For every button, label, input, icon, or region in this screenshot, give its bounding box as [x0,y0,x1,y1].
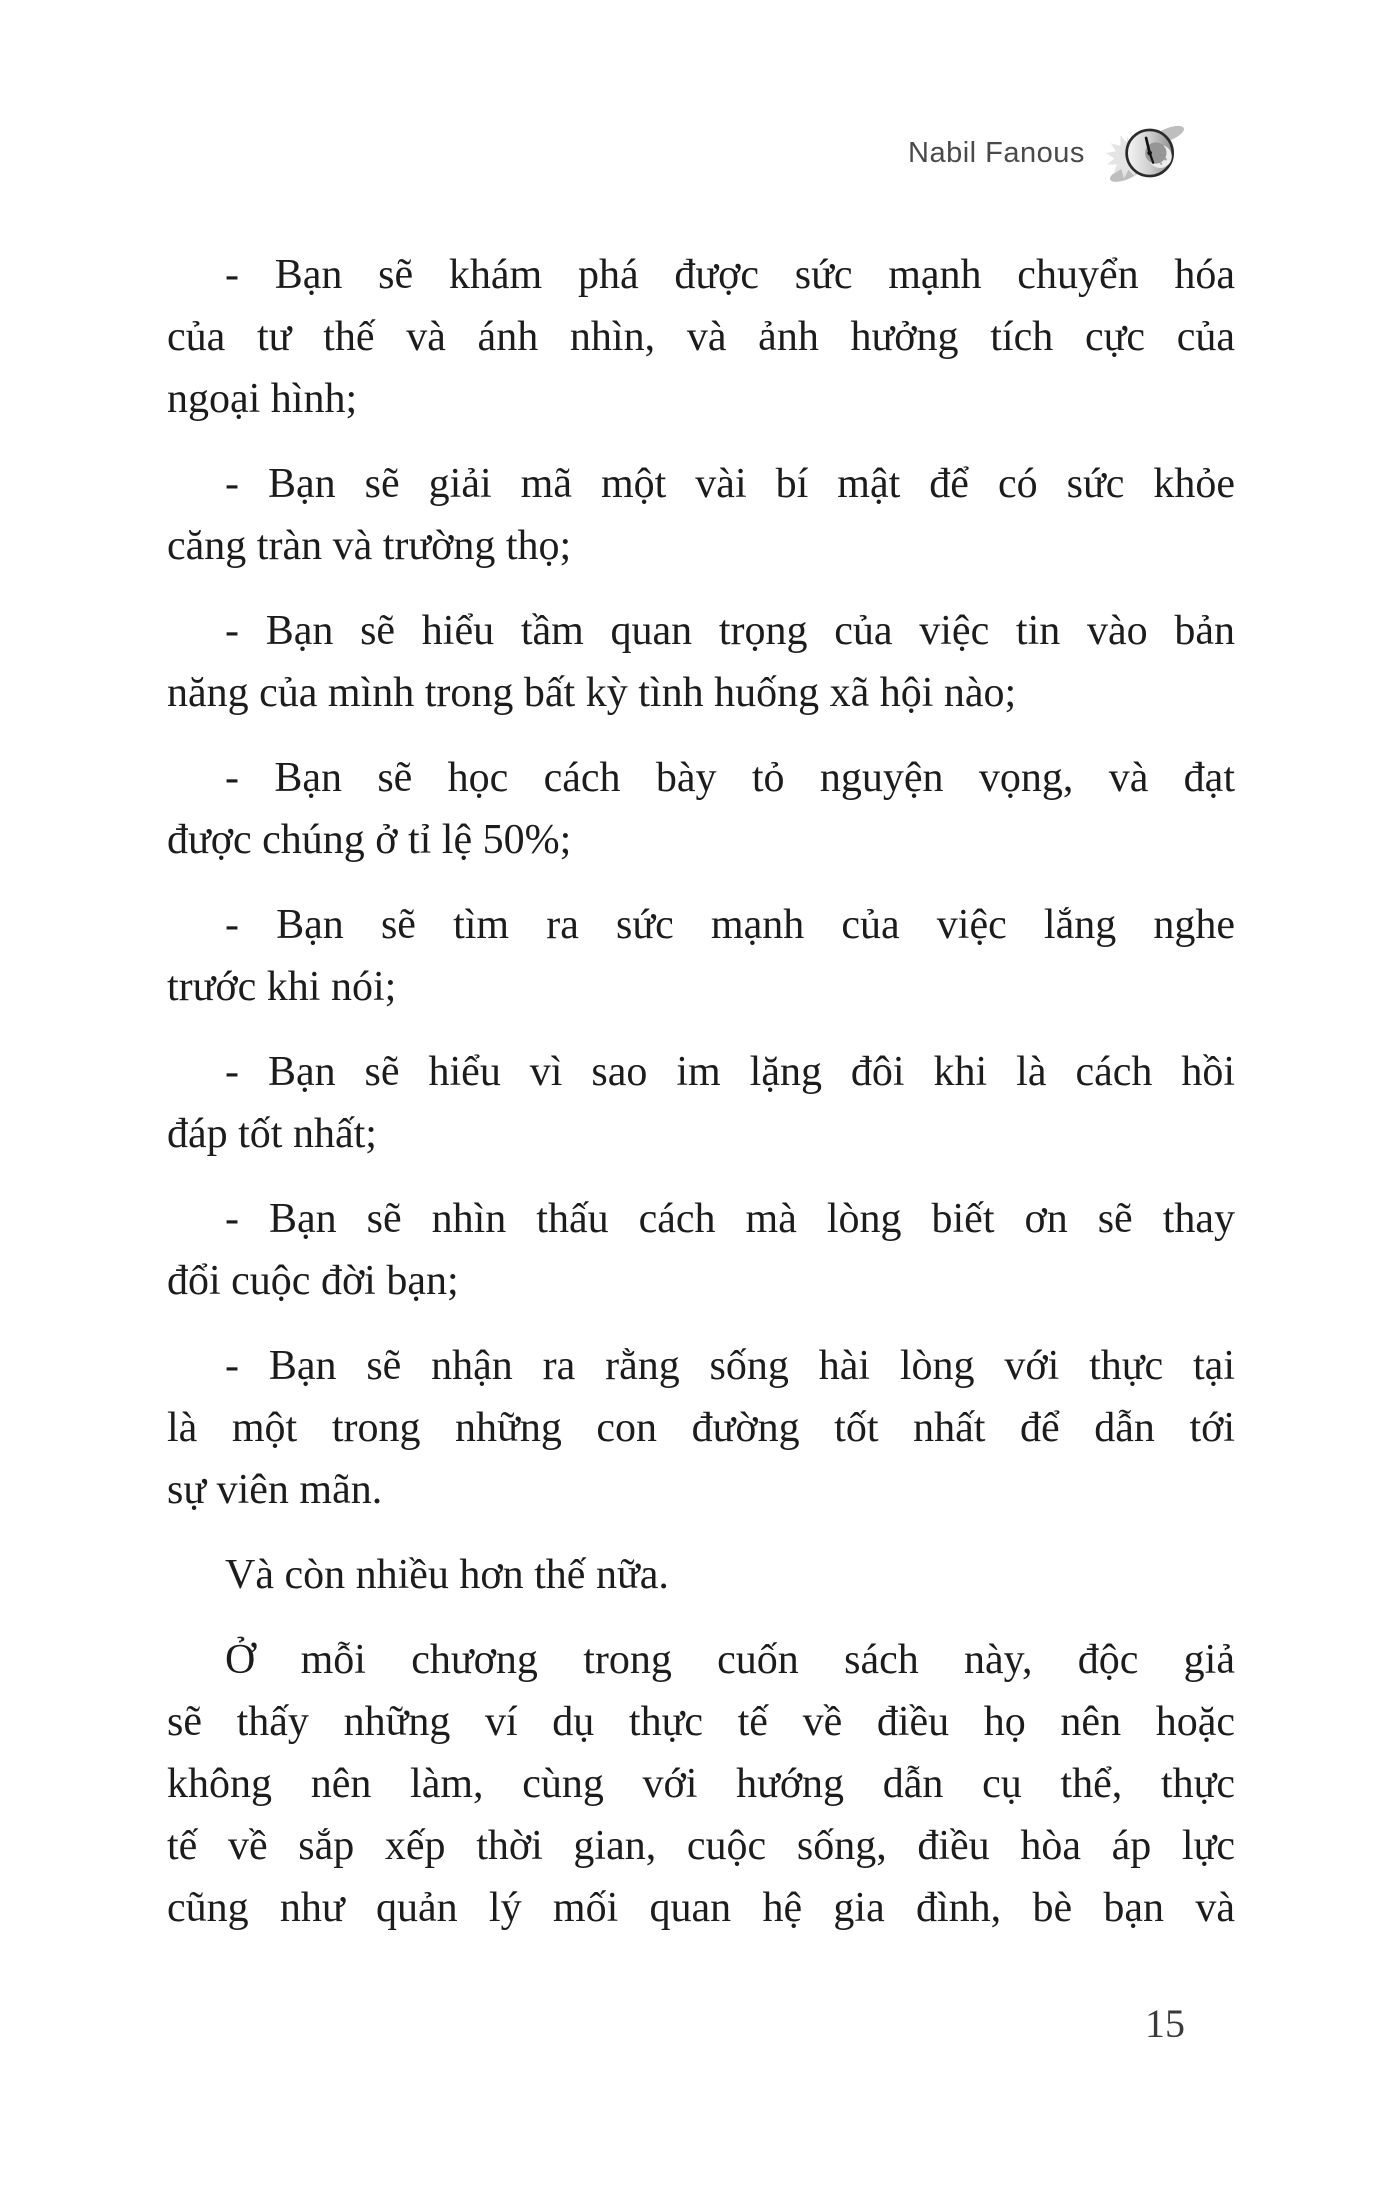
text-line: cũng như quản lý mối quan hệ gia đình, bè bạn và [167,1885,1235,1931]
text-line: - Bạn sẽ nhận ra rằng sống hài lòng với thực tại [225,1343,1235,1389]
bullet-paragraph [167,600,1235,724]
text-line: - Bạn sẽ hiểu tầm quan trọng của việc tin vào bản [225,608,1235,654]
sun-moon-clock-icon [1101,122,1193,184]
text-line: Ở mỗi chương trong cuốn sách này, độc giả [225,1637,1235,1683]
bullet-paragraph [167,894,1235,1018]
text-line: của tư thế và ánh nhìn, và ảnh hưởng tích cực của [167,314,1235,360]
text-line: căng tràn và trường thọ; [167,523,572,569]
body-text [167,244,1235,1939]
text-line: trước khi nói; [167,964,397,1010]
bullet-paragraph [167,747,1235,871]
bullet-paragraph [167,453,1235,577]
text-line: - Bạn sẽ tìm ra sức mạnh của việc lắng nghe [225,902,1235,948]
author-name: Nabil Fanous [908,136,1085,169]
text-line: - Bạn sẽ học cách bày tỏ nguyện vọng, và đạt [225,755,1235,801]
bullet-paragraph [167,1041,1235,1165]
text-line: sẽ thấy những ví dụ thực tế về điều họ nên hoặc [167,1699,1235,1745]
closing-line-paragraph [167,1544,1235,1606]
text-line: được chúng ở tỉ lệ 50%; [167,817,572,863]
text-line: ngoại hình; [167,376,358,422]
text-line: - Bạn sẽ hiểu vì sao im lặng đôi khi là cách hồi [225,1049,1235,1095]
running-header [908,122,1193,184]
bullet-paragraph [167,244,1235,430]
text-line: không nên làm, cùng với hướng dẫn cụ thể, thực [167,1761,1235,1807]
text-line: là một trong những con đường tốt nhất để dẫn tới [167,1405,1235,1451]
bullet-paragraph [167,1188,1235,1312]
text-line: Và còn nhiều hơn thế nữa. [225,1552,669,1598]
text-line: tế về sắp xếp thời gian, cuộc sống, điều hòa áp lực [167,1823,1235,1869]
text-line: - Bạn sẽ nhìn thấu cách mà lòng biết ơn sẽ thay [225,1196,1235,1242]
text-line: đáp tốt nhất; [167,1111,377,1157]
prose-paragraph [167,1629,1235,1939]
text-line: - Bạn sẽ giải mã một vài bí mật để có sức khỏe [225,461,1235,507]
bullet-paragraph [167,1335,1235,1521]
page-number: 15 [1145,2001,1185,2046]
text-line: sự viên mãn. [167,1467,383,1513]
text-line: đổi cuộc đời bạn; [167,1258,459,1304]
text-line: năng của mình trong bất kỳ tình huống xã hội nào; [167,670,1017,716]
text-line: - Bạn sẽ khám phá được sức mạnh chuyển hóa [225,252,1235,298]
